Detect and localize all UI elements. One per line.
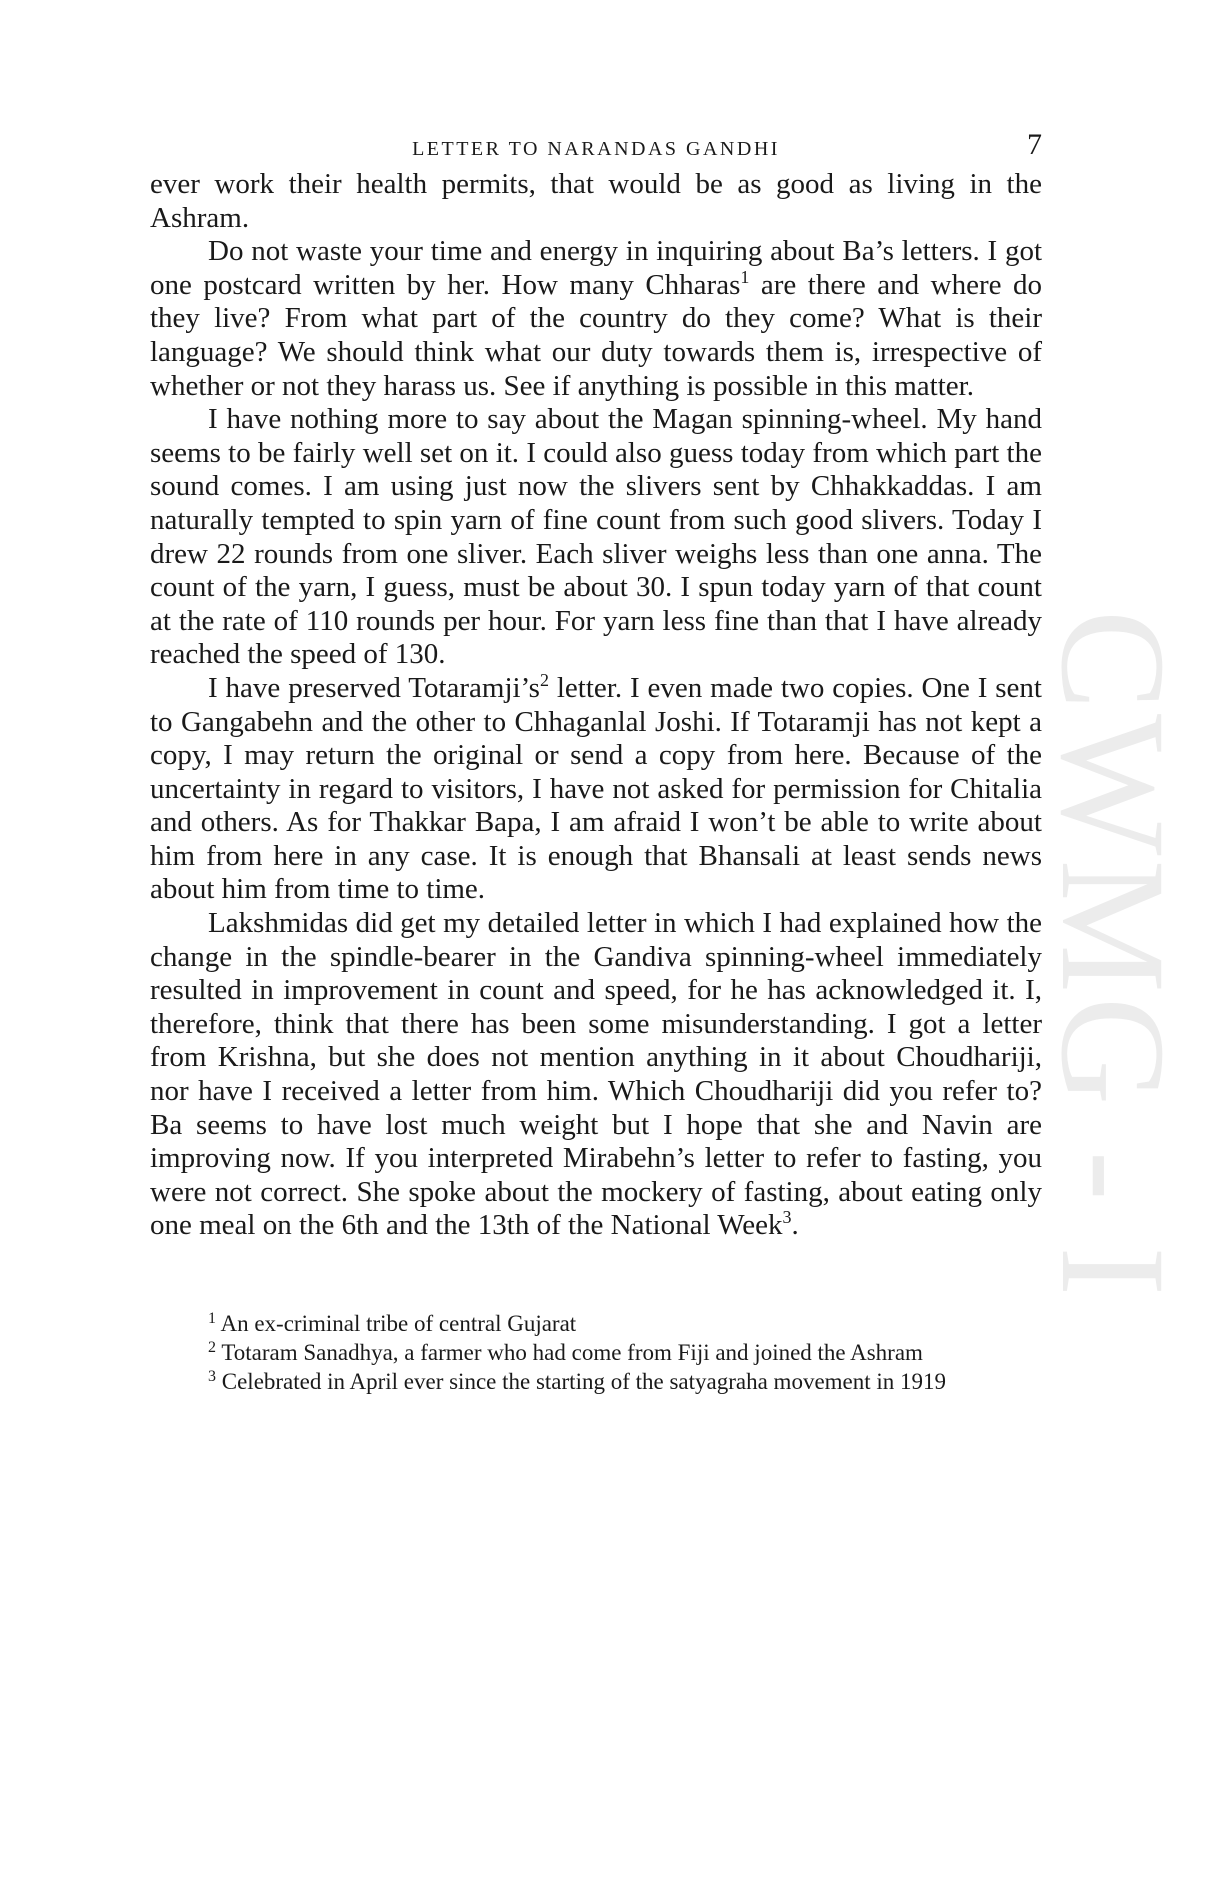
footnote-ref-3: 3 xyxy=(782,1207,792,1228)
footnote-text: Totaram Sanadhya, a farmer who had come from Fiji and joined the Ashram xyxy=(221,1340,923,1365)
footnote-1 xyxy=(150,1309,1042,1338)
page-number: 7 xyxy=(1027,128,1042,161)
footnotes xyxy=(150,1309,1042,1396)
paragraph-text: I have preserved Totaramji’s xyxy=(208,671,540,704)
paragraph-text: ever work their health permits, that would be as good as living in the Ashram. xyxy=(150,168,1042,234)
footnote-3 xyxy=(150,1367,1042,1396)
page-header xyxy=(150,128,1042,168)
paragraph-text: . xyxy=(791,1209,799,1242)
paragraph-text: are there and where do they live? From what part of the country do they come? What is their language? We should think what our duty towards them is, irrespective of whether or not they harass us. See if anything is possible in this matter. xyxy=(150,268,1043,402)
letter-body xyxy=(150,168,1042,1243)
footnote-mark: 3 xyxy=(208,1368,216,1385)
paragraph-text: Do not waste your time and energy in inquiring about Ba’s letters. I got one postcard written by her. How many Chharas xyxy=(150,235,1042,301)
paragraph-3 xyxy=(150,403,1042,672)
footnote-ref-2: 2 xyxy=(539,669,549,690)
watermark xyxy=(1030,585,1196,1325)
footnote-2 xyxy=(150,1338,1042,1367)
footnote-mark: 1 xyxy=(208,1310,216,1327)
footnote-text: Celebrated in April ever since the starting of the satyagraha movement in 1919 xyxy=(221,1369,947,1394)
paragraph-text: letter. I even made two copies. One I sent to Gangabehn and the other to Chhaganlal Joshi. If Totaramji has not kept a copy, I may return the original or send a copy from here. Because of the uncertainty in regard to visitors, I have not asked for permission for Chitalia and others. As for Thakkar Bapa, I am afraid I won’t be able to write about him from here in any case. It is enough that Bhansali at least sends news about him from time to time. xyxy=(150,671,1042,906)
footnote-text: An ex-criminal tribe of central Gujarat xyxy=(220,1311,577,1336)
watermark-text: CWMG - I xyxy=(1030,609,1196,1301)
footnote-mark: 2 xyxy=(208,1339,216,1356)
paragraph-5 xyxy=(150,907,1042,1243)
page xyxy=(150,128,1042,1396)
running-head: LETTER TO NARANDAS GANDHI xyxy=(412,138,780,160)
paragraph-2 xyxy=(150,235,1042,403)
paragraph-text: I have nothing more to say about the Magan spinning-wheel. My hand seems to be fairly well set on it. I could also guess today from which part the sound comes. I am using just now the slivers sent by Chhakkaddas. I am naturally tempted to spin yarn of fine count from such good slivers. Today I drew 22 rounds from one sliver. Each sliver weighs less than one anna. The count of the yarn, I guess, must be about 30. I spun today yarn of that count at the rate of 110 rounds per hour. For yarn less fine than that I have already reached the speed of 130. xyxy=(150,403,1042,671)
paragraph-4 xyxy=(150,669,1042,907)
footnote-ref-1: 1 xyxy=(740,266,750,287)
paragraph-1 xyxy=(150,168,1042,235)
paragraph-text: Lakshmidas did get my detailed letter in which I had explained how the change in the spindle-bearer in the Gandiva spinning-wheel immediately resulted in improvement in count and speed, for he has acknowledged it. I, therefore, think that there has been some misunderstanding. I got a letter from Krishna, but she does not mention anything in it about Choudhariji, nor have I received a letter from him. Which Choudhariji did you refer to? Ba seems to have lost much weight but I hope that she and Navin are improving now. If you interpreted Mirabehn’s letter to refer to fasting, you were not correct. She spoke about the mockery of fasting, about eating only one meal on the 6th and the 13th of the National Week xyxy=(150,907,1042,1242)
